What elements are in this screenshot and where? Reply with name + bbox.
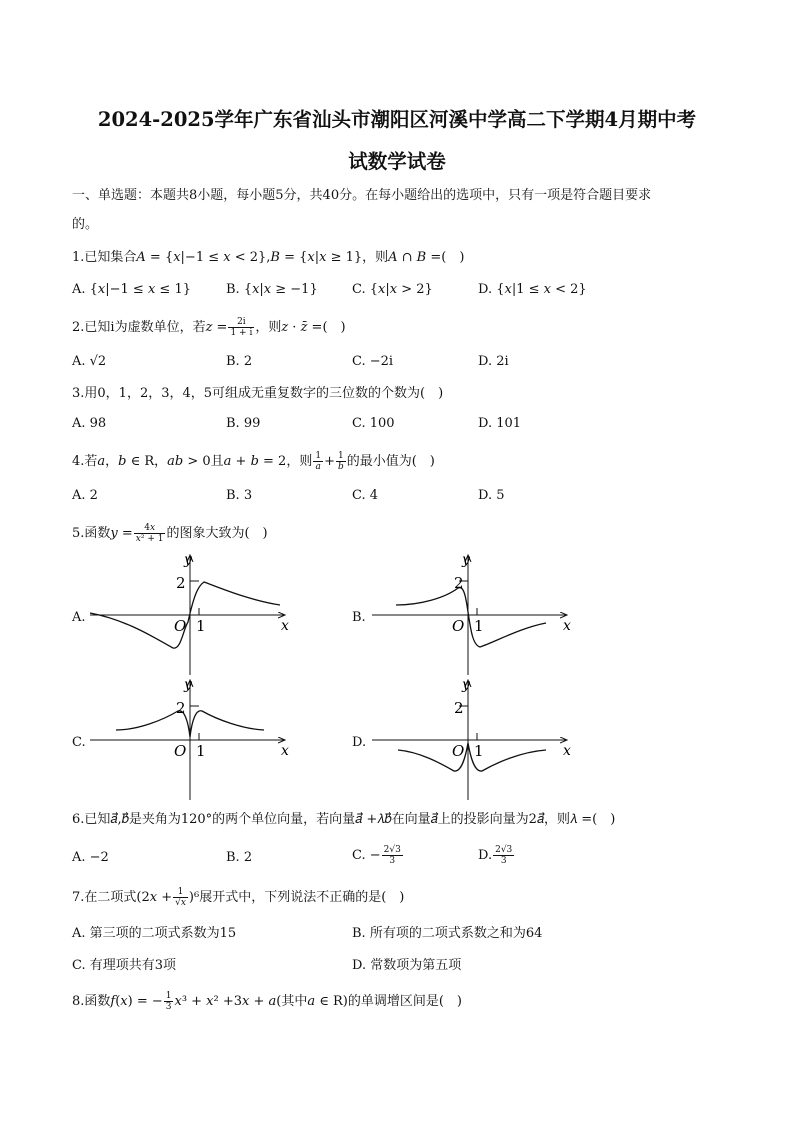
y-label: y xyxy=(462,677,470,693)
question-number: 2. xyxy=(72,320,85,335)
option-prefix: C. − xyxy=(352,848,381,863)
plus-sign: + xyxy=(324,454,335,469)
question-3 xyxy=(72,386,443,402)
fraction-numerator: 2√3 xyxy=(495,845,513,855)
fraction xyxy=(336,451,346,472)
fraction xyxy=(493,845,514,866)
x-label: x xyxy=(281,743,289,759)
q1-option-c[interactable]: C. {𝑥|𝑥 > 2} xyxy=(352,282,433,297)
exam-title-line2: 试数学试卷 xyxy=(348,150,446,173)
question-6 xyxy=(72,812,615,828)
question-number: 8. xyxy=(72,994,85,1009)
tick-label-1: 1 xyxy=(474,617,484,635)
q3-option-d[interactable]: D. 101 xyxy=(478,416,522,431)
q6-option-c[interactable] xyxy=(352,842,404,870)
question-stem: 函数𝑓(𝑥) = − xyxy=(84,994,163,1009)
q1-option-d[interactable]: D. {𝑥|1 ≤ 𝑥 < 2} xyxy=(478,282,587,297)
y-label: y xyxy=(184,552,192,568)
question-number: 6. xyxy=(72,812,85,827)
q7-option-a[interactable]: A. 第三项的二项式系数为15 xyxy=(72,926,237,941)
y-label: y xyxy=(184,677,192,693)
q3-option-c[interactable]: C. 100 xyxy=(352,416,395,431)
fraction xyxy=(382,845,403,866)
question-stem: 已知集合𝐴 = {𝑥|−1 ≤ 𝑥 < 2},𝐵 = {𝑥|𝑥 ≥ 1}，则𝐴 ∩ 𝐵 =( ) xyxy=(84,250,465,265)
q5-option-d-label[interactable]: D. xyxy=(352,735,367,750)
curve xyxy=(396,588,546,647)
q1-option-a[interactable]: A. {𝑥|−1 ≤ 𝑥 ≤ 1} xyxy=(72,282,191,297)
question-stem-end: )⁶展开式中，下列说法不正确的是( ) xyxy=(188,890,405,905)
question-stem-end: 𝑥³ + 𝑥² +3𝑥 + 𝑎(其中𝑎 ∈ R)的单调增区间是( ) xyxy=(174,994,462,1009)
q1-option-b[interactable]: B. {𝑥|𝑥 ≥ −1} xyxy=(226,282,318,297)
question-number: 3. xyxy=(72,386,85,401)
fraction-denominator: 𝑏 xyxy=(337,462,344,472)
y-label: y xyxy=(462,552,470,568)
question-5 xyxy=(72,522,268,546)
question-number: 5. xyxy=(72,526,85,541)
fraction xyxy=(313,451,323,472)
option-prefix: D. xyxy=(478,848,493,863)
q5-graph-a[interactable] xyxy=(88,550,300,680)
q5-option-c-label[interactable]: C. xyxy=(72,735,86,750)
question-2 xyxy=(72,316,346,340)
fraction-denominator: 𝑎 xyxy=(315,462,321,472)
question-1 xyxy=(72,250,464,266)
q2-option-b[interactable]: B. 2 xyxy=(226,354,253,369)
q6-option-d[interactable] xyxy=(478,842,515,870)
question-stem: 函数𝑦 = xyxy=(84,526,133,541)
q7-option-b[interactable]: B. 所有项的二项式系数之和为64 xyxy=(352,926,543,941)
question-number: 1. xyxy=(72,250,85,265)
q2-option-d[interactable]: D. 2i xyxy=(478,354,509,369)
question-stem: 已知𝑎⃗,𝑏⃗是夹角为120°的两个单位向量，若向量𝑎⃗ +𝜆𝑏⃗在向量𝑎⃗上的投影向量为2𝑎⃗，则𝜆 =( ) xyxy=(84,812,616,827)
q2-option-a[interactable]: A. √2 xyxy=(72,354,107,369)
q4-option-d[interactable]: D. 5 xyxy=(478,488,505,503)
tick-label-1: 1 xyxy=(474,742,484,760)
tick-label-2: 2 xyxy=(454,574,464,592)
question-stem-end: 的图象大致为( ) xyxy=(166,526,268,541)
x-label: x xyxy=(281,618,289,634)
fraction xyxy=(173,887,188,908)
q3-option-a[interactable]: A. 98 xyxy=(72,416,107,431)
q5-graph-c[interactable] xyxy=(88,675,300,805)
q6-option-b[interactable]: B. 2 xyxy=(226,850,253,865)
origin-label: O xyxy=(174,617,187,635)
fraction-numerator: 1 xyxy=(315,451,322,461)
q7-option-c[interactable]: C. 有理项共有3项 xyxy=(72,958,177,973)
q5-graph-b[interactable] xyxy=(370,550,582,680)
origin-label: O xyxy=(174,742,187,760)
fraction-denominator: 3 xyxy=(165,1002,172,1012)
q7-option-d[interactable]: D. 常数项为第五项 xyxy=(352,958,462,973)
q5-option-a-label[interactable]: A. xyxy=(72,610,86,625)
origin-label: O xyxy=(452,617,465,635)
fraction-numerator: 1 xyxy=(165,991,172,1001)
q4-option-a[interactable]: A. 2 xyxy=(72,488,98,503)
fraction-numerator: 2i xyxy=(228,317,254,328)
question-stem-end: ，则𝑧 · 𝑧̄ =( ) xyxy=(255,320,346,335)
q6-option-a[interactable]: A. −2 xyxy=(72,850,109,865)
question-4 xyxy=(72,450,435,474)
q2-option-c[interactable]: C. −2i xyxy=(352,354,394,369)
fraction xyxy=(134,523,166,544)
origin-label: O xyxy=(452,742,465,760)
q5-option-b-label[interactable]: B. xyxy=(352,610,366,625)
fraction xyxy=(228,317,254,338)
fraction-denominator: √𝑥 xyxy=(175,898,186,908)
fraction-denominator: 1 + i xyxy=(230,328,253,338)
x-label: x xyxy=(563,743,571,759)
tick-label-2: 2 xyxy=(176,574,186,592)
fraction-numerator: 4𝑥 xyxy=(134,523,166,534)
fraction-denominator: 3 xyxy=(389,856,396,866)
fraction-denominator: 3 xyxy=(500,856,507,866)
question-stem: 在二项式(2𝑥 + xyxy=(84,890,173,905)
x-label: x xyxy=(563,618,571,634)
question-stem: 若𝑎，𝑏 ∈ R，𝑎𝑏 > 0且𝑎 + 𝑏 = 2，则 xyxy=(84,454,313,469)
fraction xyxy=(164,991,174,1012)
q3-option-b[interactable]: B. 99 xyxy=(226,416,261,431)
fraction-denominator: 𝑥² + 1 xyxy=(135,534,164,544)
q4-option-b[interactable]: B. 3 xyxy=(226,488,253,503)
section-heading: 一、单选题：本题共8小题，每小题5分，共40分。在每小题给出的选项中，只有一项是符合题目要求 xyxy=(72,188,652,203)
question-number: 4. xyxy=(72,454,85,469)
question-stem-end: 的最小值为( ) xyxy=(346,454,435,469)
fraction-numerator: 1 xyxy=(336,451,346,462)
fraction-numerator: 2√3 xyxy=(383,845,401,855)
question-number: 7. xyxy=(72,890,85,905)
q5-graph-d[interactable] xyxy=(370,675,582,805)
fraction-numerator: 1 xyxy=(173,887,188,898)
question-stem: 用0，1，2，3，4，5可组成无重复数字的三位数的个数为( ) xyxy=(84,386,444,401)
question-7 xyxy=(72,884,404,912)
section-heading-cont: 的。 xyxy=(72,217,99,232)
tick-label-1: 1 xyxy=(196,617,206,635)
question-stem: 已知i为虚数单位，若𝑧 = xyxy=(84,320,228,335)
question-8 xyxy=(72,990,462,1014)
tick-label-1: 1 xyxy=(196,742,206,760)
exam-title-line1: 2024-2025学年广东省汕头市潮阳区河溪中学高二下学期4月期中考 xyxy=(97,108,697,131)
tick-label-2: 2 xyxy=(454,699,464,717)
q4-option-c[interactable]: C. 4 xyxy=(352,488,379,503)
tick-label-2: 2 xyxy=(176,699,186,717)
curve xyxy=(398,743,546,771)
